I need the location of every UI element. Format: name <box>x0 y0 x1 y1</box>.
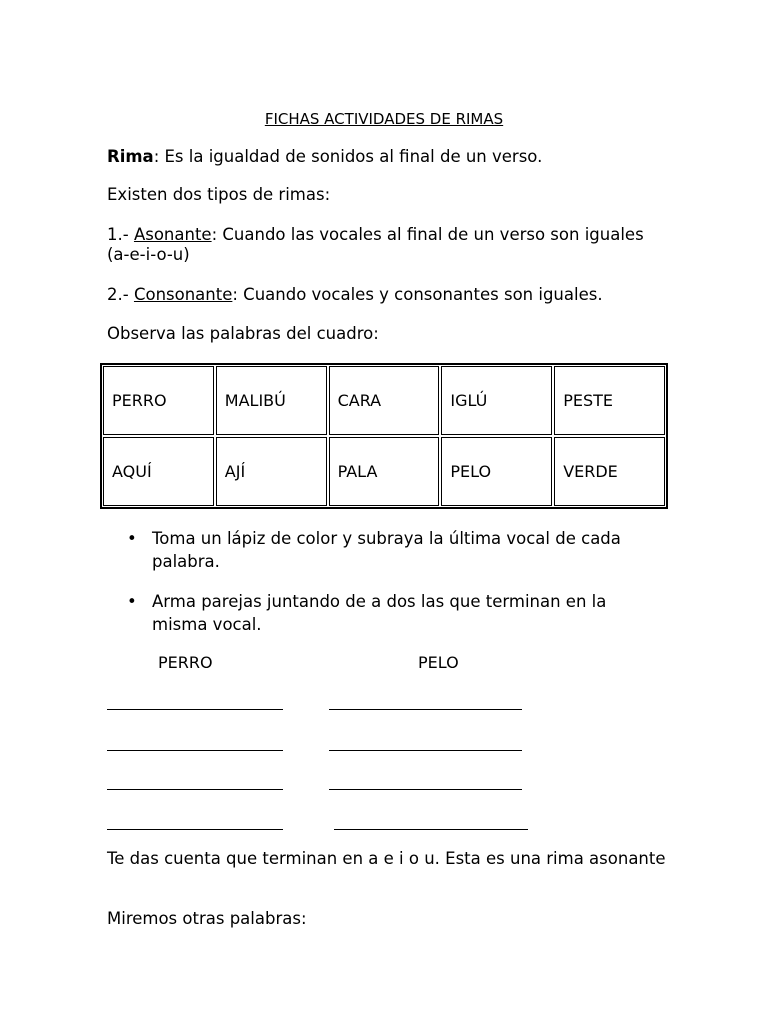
asonante-term: Asonante <box>133 225 212 244</box>
asonante-prefix: 1.- <box>107 225 134 244</box>
consonante-term: Consonante <box>133 285 233 304</box>
answer-line[interactable] <box>329 709 522 710</box>
asonante-paragraph <box>107 225 667 265</box>
answer-line[interactable] <box>329 750 522 751</box>
answer-line[interactable] <box>107 709 283 710</box>
asonante-text: : Cuando las vocales al final de un verso son iguales (a-e-i-o-u) <box>107 225 644 264</box>
consonante-text: : Cuando vocales y consonantes son iguales. <box>232 285 603 304</box>
word-cell: PESTE <box>554 366 665 435</box>
word-cell: CARA <box>329 366 440 435</box>
next-instruction: Miremos otras palabras: <box>107 909 307 928</box>
bullet-text: Arma parejas juntando de a dos las que terminan en la misma vocal. <box>152 592 607 634</box>
word-cell: VERDE <box>554 437 665 506</box>
word-cell: PALA <box>329 437 440 506</box>
bullet-text: Toma un lápiz de color y subraya la última vocal de cada palabra. <box>152 529 621 571</box>
word-cell: IGLÚ <box>441 366 552 435</box>
consonante-paragraph <box>107 285 667 305</box>
answer-line[interactable] <box>329 789 522 790</box>
bullet-dot-icon: • <box>127 592 137 611</box>
word-cell: AQUÍ <box>103 437 214 506</box>
observe-instruction: Observa las palabras del cuadro: <box>107 324 379 343</box>
answer-line[interactable] <box>107 829 283 830</box>
answer-line[interactable] <box>107 789 283 790</box>
bullet-dot-icon: • <box>127 529 137 548</box>
definition-term: Rima <box>107 147 154 166</box>
word-cell: MALIBÚ <box>216 366 327 435</box>
word-table <box>100 363 668 509</box>
word-cell: PERRO <box>103 366 214 435</box>
answer-line[interactable] <box>334 829 528 830</box>
conclusion-paragraph: Te das cuenta que terminan en a e i o u. Esta es una rima asonante <box>107 849 666 868</box>
page-title: FICHAS ACTIVIDADES DE RIMAS <box>264 110 504 128</box>
consonante-prefix: 2.- <box>107 285 134 304</box>
example-left-word: PERRO <box>158 653 213 672</box>
definition-paragraph <box>107 147 667 167</box>
example-right-word: PELO <box>418 653 459 672</box>
word-cell: PELO <box>441 437 552 506</box>
word-cell: AJÍ <box>216 437 327 506</box>
answer-line[interactable] <box>107 750 283 751</box>
types-intro: Existen dos tipos de rimas: <box>107 185 331 204</box>
definition-text: : Es la igualdad de sonidos al final de un verso. <box>153 147 543 166</box>
